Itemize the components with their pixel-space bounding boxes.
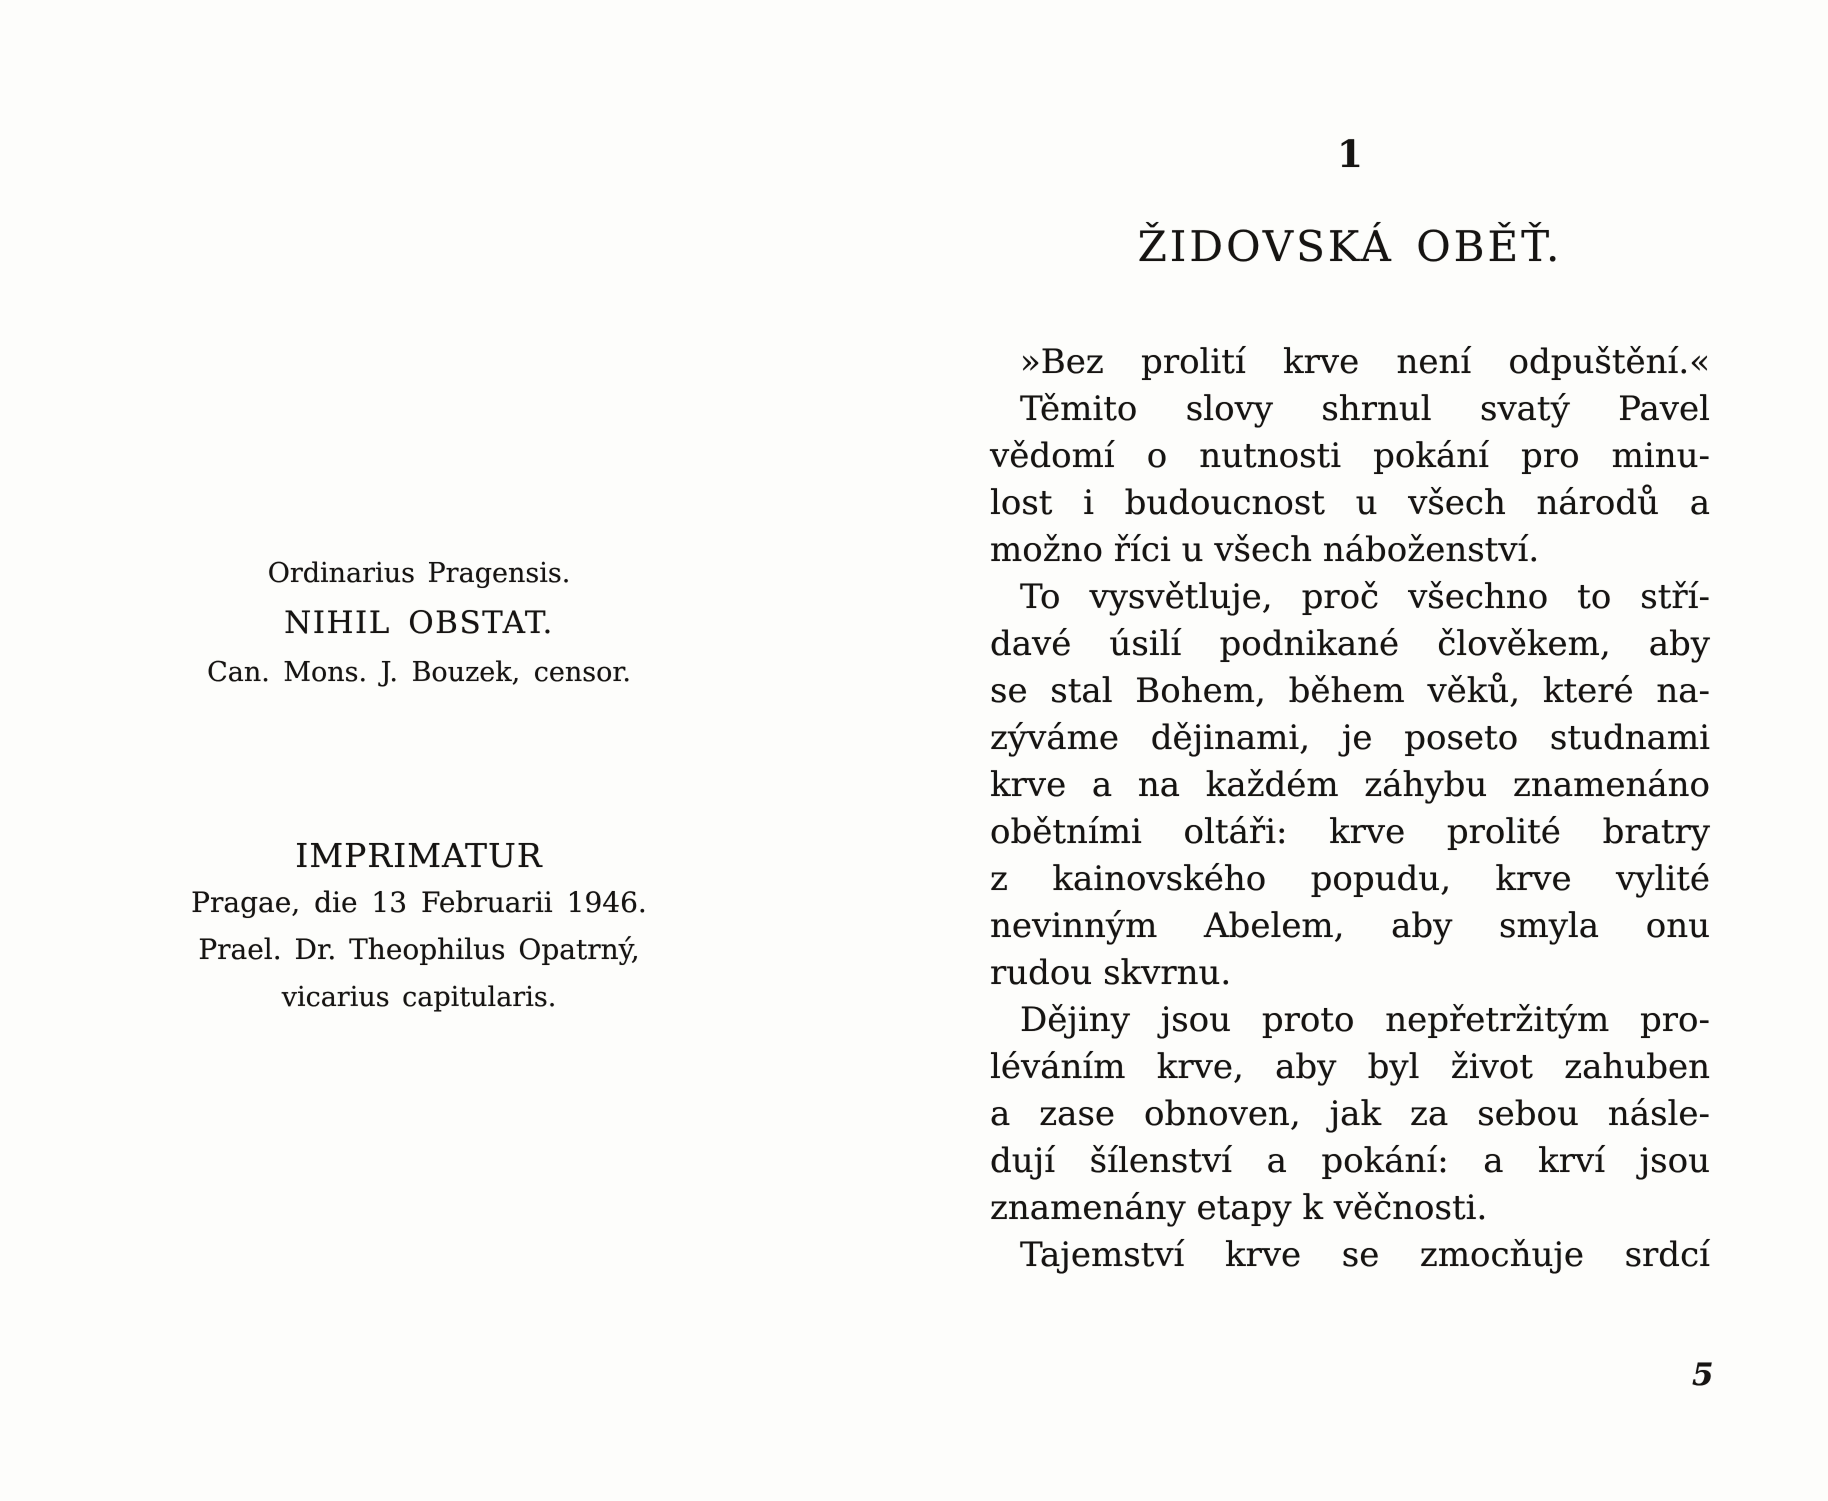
body-line: léváním krve, aby byl život zahuben: [990, 1047, 1710, 1087]
body-line: krve a na každém záhybu znamenáno: [990, 765, 1710, 805]
body-line: vědomí o nutnosti pokání pro minu-: [990, 436, 1710, 476]
ordinarius-line: Ordinarius Pragensis.: [267, 558, 571, 589]
body-line: nevinným Abelem, aby smyla onu: [990, 906, 1710, 946]
nihil-obstat-heading: NIHIL OBSTAT.: [284, 605, 554, 641]
imprimatur-title-line: vicarius capitularis.: [281, 982, 557, 1013]
body-line: rudou skvrnu.: [990, 953, 1232, 993]
body-line: Dějiny jsou proto nepřetržitým pro-: [1020, 1000, 1710, 1040]
imprimatur-heading: IMPRIMATUR: [295, 836, 543, 875]
imprimatur-date-line: Pragae, die 13 Februarii 1946.: [191, 886, 647, 919]
body-line: možno říci u všech náboženství.: [990, 530, 1540, 570]
chapter-number: 1: [1337, 132, 1363, 176]
body-line: se stal Bohem, během věků, které na-: [990, 671, 1710, 711]
body-line: obětními oltáři: krve prolité bratry: [990, 812, 1710, 852]
censor-name-line: Can. Mons. J. Bouzek, censor.: [207, 657, 631, 688]
chapter-title: ŽIDOVSKÁ OBĚŤ.: [1137, 222, 1563, 271]
body-line: »Bez prolití krve není odpuštění.«: [1020, 342, 1710, 382]
imprimatur-signatory-line: Prael. Dr. Theophilus Opatrný,: [198, 933, 640, 966]
body-line: To vysvětluje, proč všechno to stří-: [1020, 577, 1710, 617]
body-line: davé úsilí podnikané člověkem, aby: [990, 624, 1710, 664]
body-line: dují šílenství a pokání: a krví jsou: [990, 1141, 1710, 1181]
body-line: znamenány etapy k věčnosti.: [990, 1188, 1488, 1228]
body-line: z kainovského popudu, krve vylité: [990, 859, 1710, 899]
body-line: lost i budoucnost u všech národů a: [990, 483, 1710, 523]
body-line: a zase obnoven, jak za sebou násle-: [990, 1094, 1710, 1134]
body-line: Tajemství krve se zmocňuje srdcí: [1020, 1235, 1710, 1275]
page-number: 5: [1692, 1357, 1714, 1393]
body-line: Těmito slovy shrnul svatý Pavel: [1020, 389, 1710, 429]
body-text: [990, 339, 1710, 1279]
body-line: zýváme dějinami, je poseto studnami: [990, 718, 1710, 758]
